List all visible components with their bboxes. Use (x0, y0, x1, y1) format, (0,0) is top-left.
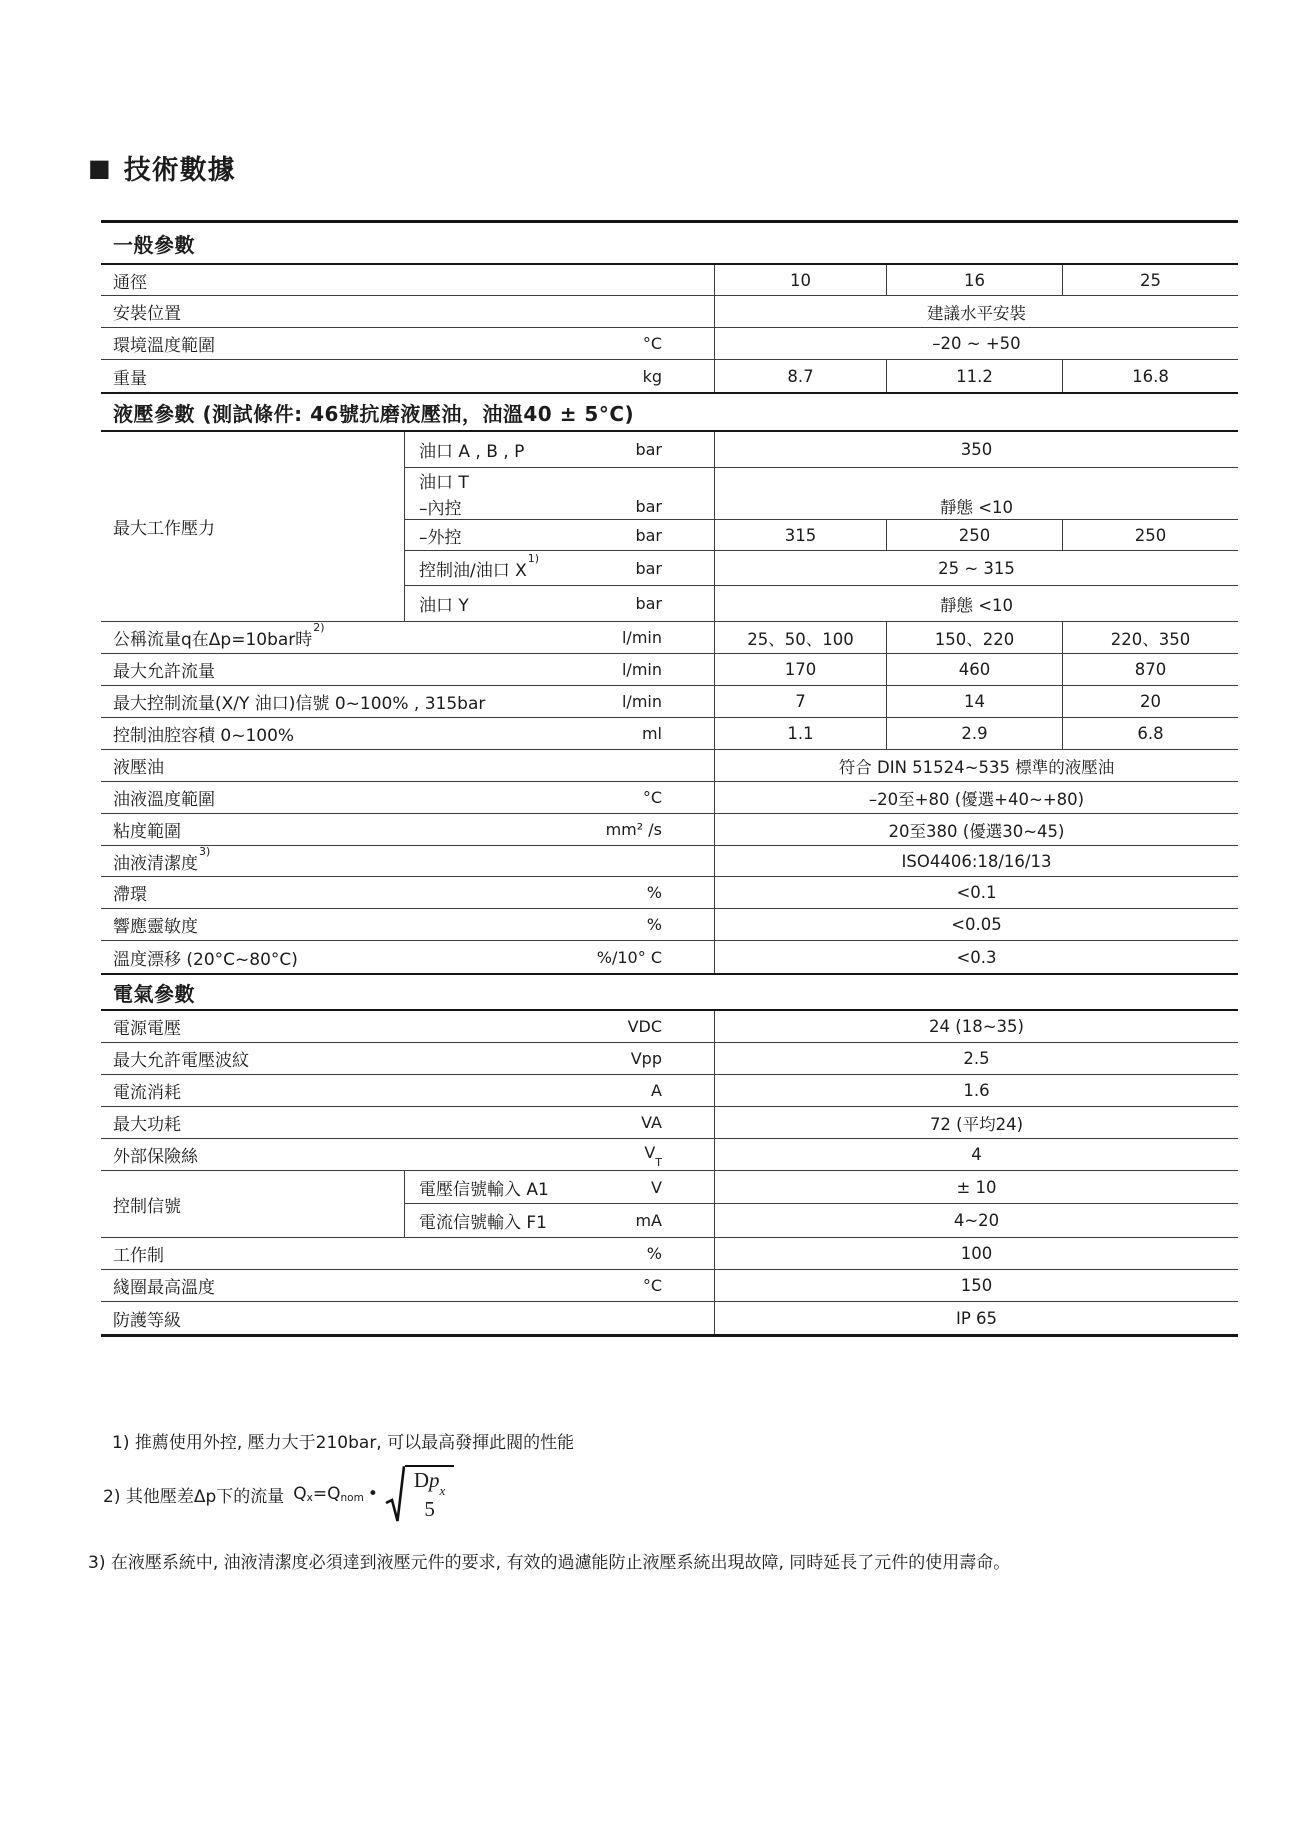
value-cell: 150、220 (886, 622, 1062, 653)
row-label: 安裝位置 (113, 304, 181, 324)
row-label: 控制油/油口 X$^{1)}$ (419, 551, 540, 581)
value-span-cell: 靜態 <10 (714, 586, 1238, 621)
group-label: 控制信號 (101, 1171, 405, 1237)
row-label: 防護等級 (113, 1310, 181, 1331)
table-row (101, 1075, 1238, 1107)
row-label: 響應靈敏度 (113, 917, 198, 937)
row-label-cell (101, 1302, 714, 1334)
control-signal-group (101, 1171, 1238, 1238)
table-row (101, 782, 1238, 814)
row-label-cell (101, 296, 714, 327)
row-label: 油液清潔度$^{3)}$ (113, 844, 211, 874)
footnote-3: 3) 在液壓系統中, 油液清潔度必須達到液壓元件的要求, 有效的過濾能防止液壓系統出現故障, 同時延長了元件的使用壽命。 (88, 1553, 1011, 1573)
value-span-cell: 72 (平均24) (714, 1107, 1238, 1138)
table-row (405, 1171, 1238, 1204)
radical-icon (385, 1464, 405, 1524)
table-row (405, 586, 1238, 621)
value-span-cell: 100 (714, 1238, 1238, 1269)
row-unit: % (646, 1244, 662, 1263)
row-unit: bar (635, 440, 662, 459)
row-unit: kg (642, 366, 662, 386)
value-cell: 20 (1062, 686, 1238, 717)
row-unit: Vpp (630, 1049, 662, 1068)
row-label: 重量 (113, 368, 147, 389)
value-span-cell: 24 (18~35) (714, 1011, 1238, 1042)
row-label: 最大允許流量 (113, 662, 215, 682)
row-label: 油液溫度範圍 (113, 790, 215, 810)
row-label-cell (405, 1171, 714, 1203)
page-title (88, 148, 236, 187)
row-unit: mm² /s (605, 820, 662, 839)
technical-data-table (101, 220, 1238, 1337)
row-label: 控制油腔容積 0~100% (113, 726, 295, 746)
row-unit: VA (641, 1113, 662, 1132)
section-marker-icon: ■ (88, 153, 112, 182)
row-label-cell (101, 1238, 714, 1269)
group-label: 最大工作壓力 (101, 432, 405, 621)
section-title-general: 一般參數 (101, 223, 1238, 265)
row-label: 液壓油 (113, 758, 164, 778)
value-span-cell: 150 (714, 1270, 1238, 1301)
value-span-cell: ± 10 (714, 1171, 1238, 1203)
square-root-symbol (385, 1464, 454, 1524)
row-unit: % (646, 883, 662, 902)
row-label: 最大功耗 (113, 1115, 181, 1135)
table-row (101, 1107, 1238, 1139)
row-unit: l/min (621, 692, 662, 711)
row-label: 公稱流量q在Δp=10bar時$^{2)}$ (113, 621, 325, 650)
row-unit: $V_T$ (644, 1143, 662, 1169)
table-row (101, 1139, 1238, 1171)
row-label-cell (101, 1011, 714, 1042)
row-label: 電流消耗 (113, 1083, 181, 1103)
value-span-cell: –20 ~ +50 (714, 328, 1238, 359)
value-span-cell: 1.6 (714, 1075, 1238, 1106)
value-cell: 315 (714, 520, 886, 550)
row-unit: A (651, 1081, 662, 1100)
value-cell: 170 (714, 654, 886, 685)
row-label-cell (101, 750, 714, 781)
row-label-cell (405, 551, 714, 585)
row-unit: bar (635, 558, 662, 578)
value-cell: 460 (886, 654, 1062, 685)
fraction (405, 1465, 454, 1521)
value-cell: 2.9 (886, 718, 1062, 749)
table-row (101, 1043, 1238, 1075)
table-row (101, 328, 1238, 360)
row-unit: °C (642, 1276, 662, 1295)
value-span-cell: IP 65 (714, 1302, 1238, 1334)
group-rows (405, 1171, 1238, 1237)
value-span-cell (714, 468, 1238, 519)
table-row (101, 296, 1238, 328)
table-row (405, 551, 1238, 586)
row-label-cell (101, 328, 714, 359)
table-row (405, 432, 1238, 468)
value-text: 靜態 <10 (939, 498, 1014, 517)
row-label-cell (405, 586, 714, 621)
table-row (101, 1302, 1238, 1334)
value-cell: 11.2 (886, 360, 1062, 392)
row-label-cell (101, 1270, 714, 1301)
row-label: 電流信號輸入 F1 (419, 1213, 547, 1233)
row-unit: ml (641, 724, 662, 743)
value-span-cell: 350 (714, 432, 1238, 467)
row-label-cell (101, 1139, 714, 1170)
row-label-cell (101, 782, 714, 813)
table-row (101, 654, 1238, 686)
row-label: 最大允許電壓波紋 (113, 1051, 249, 1071)
table-row (101, 877, 1238, 909)
footnote-2-text: 2) 其他壓差Δp下的流量 (103, 1486, 285, 1507)
table-row (101, 909, 1238, 941)
value-span-cell: 25 ~ 315 (714, 551, 1238, 585)
value-cell: 14 (886, 686, 1062, 717)
value-cell: 25、50、100 (714, 622, 886, 653)
row-label-cell (101, 814, 714, 845)
footnote-2 (103, 1462, 454, 1526)
row-unit: % (646, 915, 662, 934)
table-row (101, 686, 1238, 718)
row-label: 滯環 (113, 885, 147, 905)
value-span-cell: ISO4406:18/16/13 (714, 846, 1238, 876)
row-label: 油口 A , B , P (419, 442, 525, 462)
footnote-1: 1) 推薦使用外控, 壓力大于210bar, 可以最高發揮此閥的性能 (112, 1433, 575, 1453)
table-row (101, 1238, 1238, 1270)
row-unit: V (651, 1177, 662, 1197)
fraction-denominator: 5 (424, 1497, 435, 1522)
value-cell: 220、350 (1062, 622, 1238, 653)
fraction-numerator: $Dp_x$ (413, 1468, 446, 1499)
table-row (101, 941, 1238, 973)
row-unit: VDC (627, 1017, 662, 1036)
value-span-cell: –20至+80 (優選+40~+80) (714, 782, 1238, 813)
table-row (101, 1011, 1238, 1043)
row-label-cell (101, 1107, 714, 1138)
page-title-text: 技術數據 (123, 155, 236, 186)
value-cell: 8.7 (714, 360, 886, 392)
value-cell: 7 (714, 686, 886, 717)
row-label-cell (405, 1204, 714, 1237)
row-label-cell (101, 846, 714, 876)
row-label-cell (101, 360, 714, 392)
footnote-ref: 3) (199, 844, 211, 858)
value-cell: 870 (1062, 654, 1238, 685)
row-label: –外控 (419, 527, 462, 548)
row-label: 環境溫度範圍 (113, 336, 215, 356)
row-label-cell (101, 909, 714, 940)
value-cell: 10 (714, 265, 886, 295)
row-label-cell (101, 1043, 714, 1074)
section-title-electrical: 電氣參數 (101, 973, 1238, 1011)
value-span-cell: <0.3 (714, 941, 1238, 973)
row-label: 最大控制流量(X/Y 油口)信號 0~100% , 315bar (113, 694, 486, 714)
row-label-line2: –內控 (419, 498, 462, 519)
value-span-cell: 建議水平安裝 (714, 296, 1238, 327)
table-row (101, 265, 1238, 296)
row-label: 溫度漂移 (20°C~80°C) (113, 949, 298, 970)
row-label-cell (101, 622, 714, 653)
row-unit: l/min (621, 660, 662, 679)
table-row (101, 846, 1238, 877)
row-label-cell (405, 432, 714, 467)
row-label-cell (405, 520, 714, 550)
row-label: 電源電壓 (113, 1019, 181, 1039)
row-label-cell (101, 265, 714, 295)
row-label: 油口 Y (419, 596, 469, 616)
value-span-cell: 4 (714, 1139, 1238, 1170)
row-label: 電壓信號輸入 A1 (419, 1179, 549, 1200)
value-span-cell: 2.5 (714, 1043, 1238, 1074)
row-label: 外部保險絲 (113, 1147, 198, 1167)
row-unit: bar (635, 594, 662, 613)
section-title-hydraulic: 液壓參數 (測試條件: 46號抗磨液壓油，油溫40 ± 5°C) (101, 392, 1238, 432)
table-row (101, 814, 1238, 846)
value-span-cell: <0.1 (714, 877, 1238, 908)
row-label-line1: 油口 T (419, 473, 469, 494)
table-row (101, 718, 1238, 750)
row-label: 綫圈最高溫度 (113, 1278, 215, 1298)
table-row (101, 750, 1238, 782)
row-label-cell (101, 686, 714, 717)
row-unit: bar (635, 525, 662, 545)
table-row (101, 360, 1238, 392)
group-rows (405, 432, 1238, 621)
row-unit: °C (642, 788, 662, 807)
table-row (405, 1204, 1238, 1237)
row-unit: mA (635, 1211, 662, 1230)
value-span-cell: 符合 DIN 51524~535 標準的液壓油 (714, 750, 1238, 781)
row-unit: °C (642, 334, 662, 353)
value-span-cell: 4~20 (714, 1204, 1238, 1237)
value-cell: 250 (886, 520, 1062, 550)
max-working-pressure-group (101, 432, 1238, 622)
table-row (101, 1270, 1238, 1302)
row-label: 粘度範圍 (113, 822, 181, 842)
row-label-cell (101, 941, 714, 973)
row-unit: l/min (621, 628, 662, 647)
value-cell: 1.1 (714, 718, 886, 749)
value-cell: 16.8 (1062, 360, 1238, 392)
table-row (101, 622, 1238, 654)
footnote-ref: 1) (527, 551, 540, 565)
flow-equation: Q $_x$ = Q $_{nom}$ • $Dp_x$ 5 (293, 1464, 454, 1524)
row-unit: %/10° C (596, 947, 662, 967)
row-label-cell (405, 468, 714, 519)
row-label-cell (101, 654, 714, 685)
value-cell: 250 (1062, 520, 1238, 550)
row-label-cell (101, 718, 714, 749)
row-label-cell (101, 1075, 714, 1106)
table-row (405, 520, 1238, 551)
row-label-cell (101, 877, 714, 908)
value-cell: 6.8 (1062, 718, 1238, 749)
value-cell: 25 (1062, 265, 1238, 295)
value-span-cell: 20至380 (優選30~45) (714, 814, 1238, 845)
footnote-ref: 2) (313, 621, 325, 635)
row-unit: bar (635, 496, 662, 516)
table-row (405, 468, 1238, 520)
row-label: 工作制 (113, 1246, 164, 1266)
row-label: 通徑 (113, 272, 147, 293)
value-cell: 16 (886, 265, 1062, 295)
value-span-cell: <0.05 (714, 909, 1238, 940)
